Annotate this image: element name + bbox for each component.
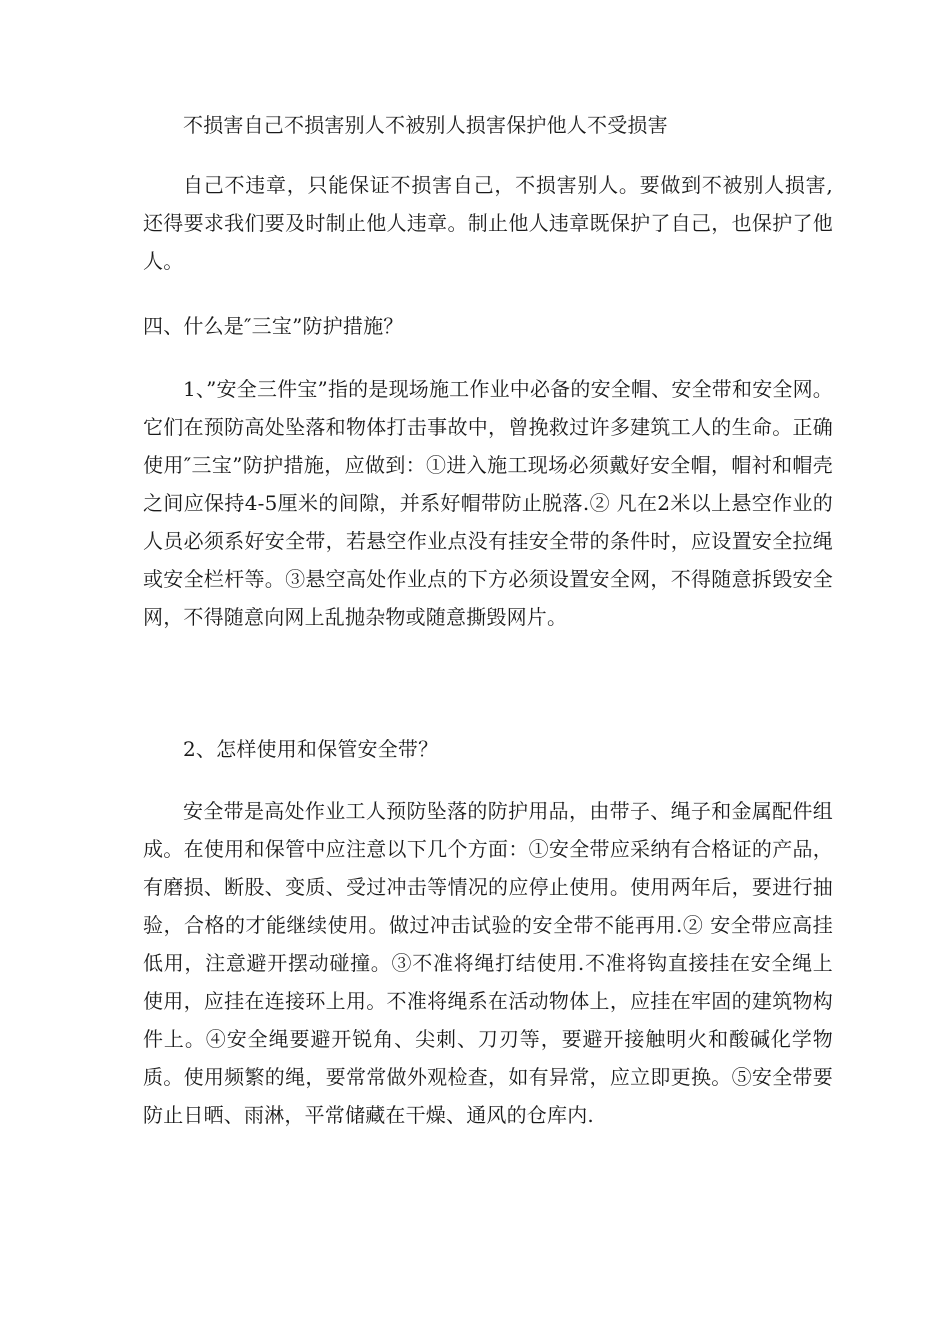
section-heading-three-treasures: 四、什么是″三宝”防护措施？: [143, 314, 404, 338]
paragraph-heading-principle: 不损害自己不损害别人不被别人损害保护他人不受损害: [183, 113, 668, 137]
paragraph-violation-text: 自己不违章，只能保证不损害自己，不损害别人。要做到不被别人损害,还得要求我们要及时制止他人违章。制止他人违章既保护了自己，也保护了他人。: [143, 173, 833, 273]
paragraph-three-treasures: 1、”安全三件宝”指的是现场施工作业中必备的安全帽、安全带和安全网。它们在预防高处坠落和物体打击事故中，曾挽救过许多建筑工人的生命。正确使用″三宝”防护措施，应做到：①进入施工现场必须戴好安全帽，帽衬和帽壳之间应保持4-5厘米的间隙，并系好帽带防止脱落.② 凡在2米以上悬空作业的人员必须系好安全带，若悬空作业点没有挂安全带的条件时，应设置安全拉绳或安全栏杆等。③悬空高处作业点的下方必须设置安全网，不得随意拆毁安全网，不得随意向网上乱抛杂物或随意撕毁网片。: [143, 377, 833, 629]
paragraph-safety-belt: 安全带是高处作业工人预防坠落的防护用品，由带子、绳子和金属配件组成。在使用和保管中应注意以下几个方面：①安全带应采纳有合格证的产品，有磨损、断股、变质、受过冲击等情况的应停止使用。使用两年后，要进行抽验，合格的才能继续使用。做过冲击试验的安全带不能再用.② 安全带应高挂低用，注意避开摆动碰撞。③不准将绳打结使用.不准将钩直接挂在安全绳上使用，应挂在连接环上用。不准将绳系在活动物体上，应挂在牢固的建筑物构件上。④安全绳要避开锐角、尖刺、刀刃等，要避开接触明火和酸碱化学物质。使用频繁的绳，要常常做外观检查，如有异常，应立即更换。⑤安全带要防止日晒、雨淋，平常储藏在干燥、通风的仓库内.: [143, 799, 833, 1127]
subheading-safety-belt: 2、怎样使用和保管安全带？: [183, 737, 439, 761]
